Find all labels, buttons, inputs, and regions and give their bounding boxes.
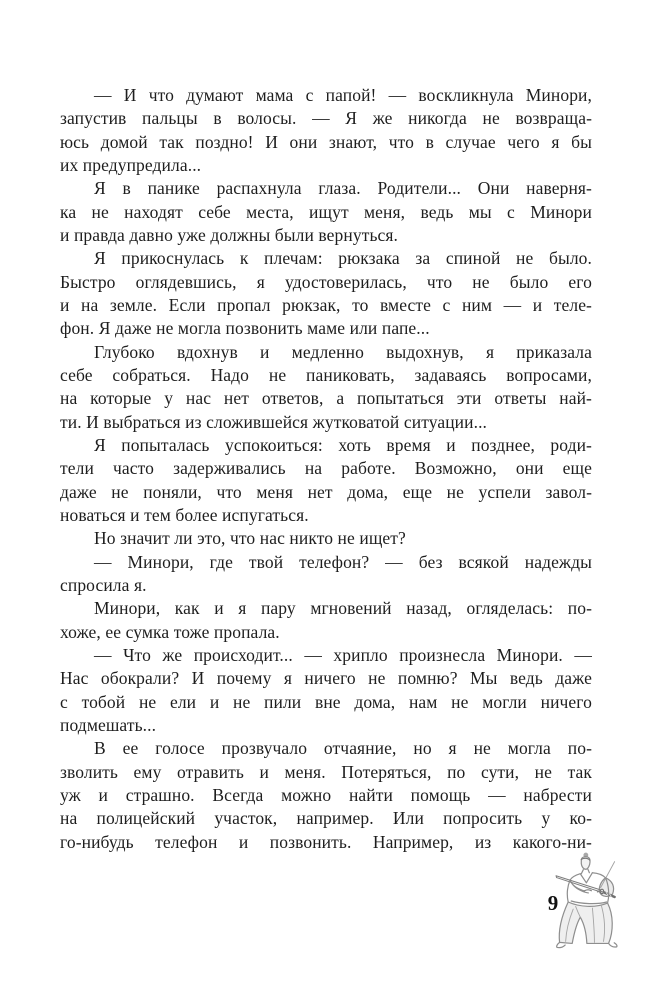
samurai-illustration [551, 850, 652, 952]
text-line: ка не находят себе места, ищут меня, ведь мы с Минори [60, 201, 592, 222]
text-line: зволить ему отравить и меня. Потеряться, по сути, не так [60, 761, 592, 782]
text-line: Я попыталась успокоиться: хоть время и позднее, роди- [94, 434, 592, 455]
text-line: спросила я. [60, 574, 147, 595]
paragraph [60, 434, 592, 527]
paragraph [60, 737, 592, 854]
text-line: Я в панике распахнула глаза. Родители... Они наверня- [94, 178, 592, 199]
text-line: даже не поняли, что меня нет дома, еще не успели завол- [60, 481, 592, 502]
text-line: новаться и тем более испугаться. [60, 504, 309, 525]
text-line: Нас обокрали? И почему я ничего не помню? Мы ведь даже [60, 668, 592, 689]
text-line: себе собраться. Надо не паниковать, задаваясь вопросами, [60, 364, 592, 385]
text-line: ти. И выбраться из сложившейся жутковатой ситуации... [60, 411, 488, 432]
text-line: подмешать... [60, 714, 157, 735]
text-line: и на земле. Если пропал рюкзак, то вместе с ним — и теле- [60, 294, 592, 315]
text-line: Но значит ли это, что нас никто не ищет? [94, 528, 406, 549]
text-line: на которые у нас нет ответов, а попытаться эти ответы най- [60, 388, 592, 409]
text-line: — Минори, где твой телефон? — без всякой надежды [94, 551, 592, 572]
paragraph [60, 551, 592, 598]
paragraph [60, 84, 592, 177]
text-line: В ее голосе прозвучало отчаяние, но я не могла по- [94, 738, 592, 759]
paragraph [60, 177, 592, 247]
text-line: и правда давно уже должны были вернуться. [60, 224, 399, 245]
text-line: тели часто задерживались на работе. Возможно, они еще [60, 458, 592, 479]
text-line: фон. Я даже не могла позвонить маме или папе... [60, 318, 430, 339]
text-line: с тобой не ели и не пили вне дома, нам не могли ничего [60, 691, 592, 712]
text-line: Глубоко вдохнув и медленно выдохнув, я приказала [94, 341, 592, 362]
text-line: Быстро оглядевшись, я удостоверилась, что не было его [60, 271, 592, 292]
text-line: уж и страшно. Всегда можно найти помощь — набрести [60, 784, 592, 805]
paragraph [60, 247, 592, 340]
text-line: Минори, как и я пару мгновений назад, огляделась: по- [94, 598, 592, 619]
paragraph [60, 597, 592, 644]
text-line: запустив пальцы в волосы. — Я же никогда не возвраща- [60, 108, 592, 129]
text-line: го-нибудь телефон и позвонить. Например, из какого-ни- [60, 831, 592, 852]
text-line: — Что же происходит... — хрипло произнесла Минори. — [94, 644, 592, 665]
page-text [60, 84, 592, 854]
text-line: — И что думают мама с папой! — воскликнула Минори, [94, 85, 592, 105]
text-line: на полицейский участок, например. Или попросить у ко- [60, 808, 592, 829]
paragraph [60, 527, 592, 550]
paragraph [60, 644, 592, 737]
page-number: 9 [547, 891, 559, 915]
text-line: юсь домой так поздно! И они знают, что в случае чего я бы [60, 131, 592, 152]
text-line: Я прикоснулась к плечам: рюкзака за спиной не было. [94, 248, 592, 269]
text-line: хоже, ее сумка тоже пропала. [60, 621, 280, 642]
text-line: их предупредила... [60, 154, 202, 175]
paragraph [60, 341, 592, 434]
